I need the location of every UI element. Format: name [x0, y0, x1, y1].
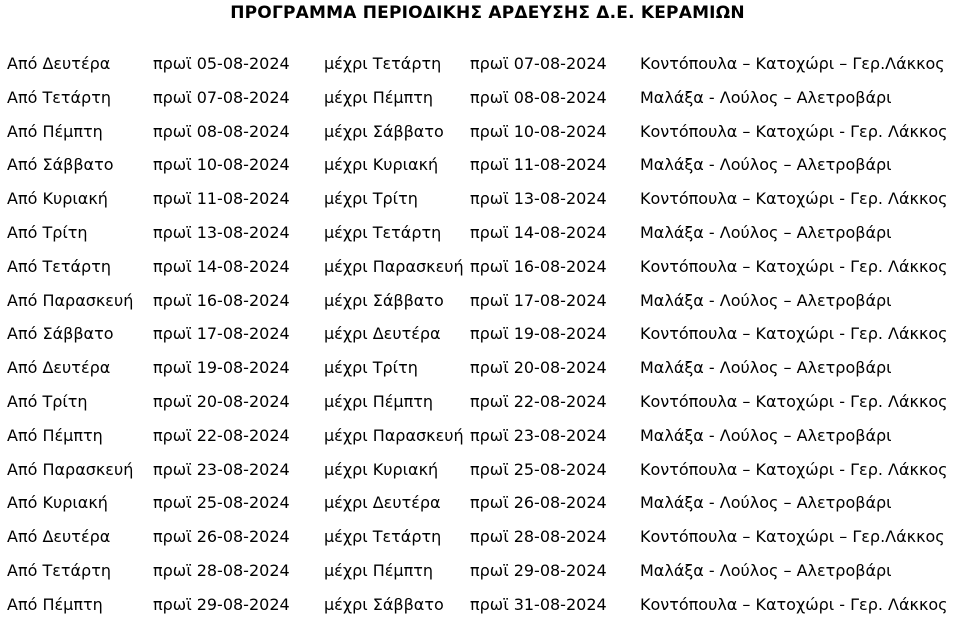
from-day: Από Κυριακή — [7, 493, 108, 513]
to-day: μέχρι Σάββατο — [324, 594, 444, 614]
from-date: πρωϊ 29-08-2024 — [153, 594, 290, 614]
to-date: πρωϊ 14-08-2024 — [470, 222, 607, 242]
from-day: Από Δευτέρα — [7, 527, 111, 547]
from-day: Από Σάββατο — [7, 155, 114, 175]
from-date: πρωϊ 08-08-2024 — [153, 121, 290, 141]
areas: Μαλάξα - Λούλος – Αλετροβάρι — [640, 155, 892, 175]
areas: Κοντόπουλα – Κατοχώρι - Γερ. Λάκκος — [640, 391, 948, 411]
to-date: πρωϊ 08-08-2024 — [470, 87, 607, 107]
to-day: μέχρι Παρασκευή — [324, 425, 464, 445]
from-day: Από Τετάρτη — [7, 560, 111, 580]
to-day: μέχρι Δευτέρα — [324, 324, 441, 344]
to-day: μέχρι Δευτέρα — [324, 493, 441, 513]
to-day: μέχρι Τετάρτη — [324, 527, 442, 547]
from-day: Από Κυριακή — [7, 189, 108, 209]
to-date: πρωϊ 07-08-2024 — [470, 54, 607, 73]
areas: Κοντόπουλα – Κατοχώρι - Γερ. Λάκκος — [640, 256, 948, 276]
from-day: Από Πέμπτη — [7, 425, 103, 445]
to-date: πρωϊ 13-08-2024 — [470, 189, 607, 209]
schedule-row — [0, 385, 975, 419]
to-date: πρωϊ 26-08-2024 — [470, 493, 607, 513]
schedule-row — [0, 351, 975, 385]
from-day: Από Σάββατο — [7, 324, 114, 344]
from-day: Από Πέμπτη — [7, 121, 103, 141]
from-date: πρωϊ 26-08-2024 — [153, 527, 290, 547]
schedule-row — [0, 47, 975, 81]
from-date: πρωϊ 17-08-2024 — [153, 324, 290, 344]
from-date: πρωϊ 20-08-2024 — [153, 391, 290, 411]
from-date: πρωϊ 05-08-2024 — [153, 54, 290, 73]
areas: Κοντόπουλα – Κατοχώρι – Γερ.Λάκκος — [640, 54, 945, 73]
schedule-row — [0, 486, 975, 520]
schedule-table — [0, 47, 975, 622]
to-day: μέχρι Τετάρτη — [324, 222, 442, 242]
to-day: μέχρι Σάββατο — [324, 290, 444, 310]
schedule-row — [0, 588, 975, 622]
schedule-row — [0, 148, 975, 182]
areas: Μαλάξα - Λούλος – Αλετροβάρι — [640, 560, 892, 580]
areas: Κοντόπουλα – Κατοχώρι - Γερ. Λάκκος — [640, 459, 948, 479]
to-date: πρωϊ 19-08-2024 — [470, 324, 607, 344]
to-date: πρωϊ 16-08-2024 — [470, 256, 607, 276]
from-date: πρωϊ 11-08-2024 — [153, 189, 290, 209]
to-day: μέχρι Παρασκευή — [324, 256, 464, 276]
to-day: μέχρι Σάββατο — [324, 121, 444, 141]
document-title: ΠΡΟΓΡΑΜΜΑ ΠΕΡΙΟΔΙΚΗΣ ΑΡΔΕΥΣΗΣ Δ.Ε. ΚΕΡΑΜΙΩΝ — [230, 3, 745, 23]
from-date: πρωϊ 07-08-2024 — [153, 87, 290, 107]
from-date: πρωϊ 28-08-2024 — [153, 560, 290, 580]
from-date: πρωϊ 16-08-2024 — [153, 290, 290, 310]
schedule-row — [0, 419, 975, 453]
to-day: μέχρι Τρίτη — [324, 358, 418, 378]
from-day: Από Τρίτη — [7, 391, 88, 411]
from-day: Από Δευτέρα — [7, 358, 111, 378]
to-date: πρωϊ 11-08-2024 — [470, 155, 607, 175]
to-day: μέχρι Κυριακή — [324, 459, 439, 479]
schedule-row — [0, 250, 975, 284]
areas: Μαλάξα - Λούλος – Αλετροβάρι — [640, 425, 892, 445]
schedule-row — [0, 216, 975, 250]
areas: Μαλάξα - Λούλος – Αλετροβάρι — [640, 493, 892, 513]
schedule-row — [0, 317, 975, 351]
schedule-row — [0, 284, 975, 318]
from-day: Από Τετάρτη — [7, 256, 111, 276]
areas: Μαλάξα - Λούλος – Αλετροβάρι — [640, 87, 892, 107]
to-date: πρωϊ 22-08-2024 — [470, 391, 607, 411]
to-date: πρωϊ 20-08-2024 — [470, 358, 607, 378]
to-day: μέχρι Τρίτη — [324, 189, 418, 209]
to-date: πρωϊ 17-08-2024 — [470, 290, 607, 310]
to-day: μέχρι Κυριακή — [324, 155, 439, 175]
to-date: πρωϊ 23-08-2024 — [470, 425, 607, 445]
to-day: μέχρι Πέμπτη — [324, 391, 433, 411]
from-day: Από Πέμπτη — [7, 594, 103, 614]
from-day: Από Δευτέρα — [7, 54, 111, 73]
schedule-row — [0, 182, 975, 216]
to-day: μέχρι Πέμπτη — [324, 560, 433, 580]
to-date: πρωϊ 10-08-2024 — [470, 121, 607, 141]
schedule-row — [0, 115, 975, 149]
areas: Μαλάξα - Λούλος – Αλετροβάρι — [640, 290, 892, 310]
areas: Μαλάξα - Λούλος – Αλετροβάρι — [640, 222, 892, 242]
from-day: Από Τετάρτη — [7, 87, 111, 107]
from-date: πρωϊ 23-08-2024 — [153, 459, 290, 479]
from-date: πρωϊ 13-08-2024 — [153, 222, 290, 242]
areas: Κοντόπουλα – Κατοχώρι – Γερ.Λάκκος — [640, 527, 945, 547]
schedule-row — [0, 453, 975, 487]
to-date: πρωϊ 29-08-2024 — [470, 560, 607, 580]
areas: Κοντόπουλα – Κατοχώρι - Γερ. Λάκκος — [640, 324, 948, 344]
schedule-row — [0, 520, 975, 554]
areas: Μαλάξα - Λούλος – Αλετροβάρι — [640, 358, 892, 378]
from-date: πρωϊ 10-08-2024 — [153, 155, 290, 175]
to-date: πρωϊ 28-08-2024 — [470, 527, 607, 547]
from-day: Από Παρασκευή — [7, 459, 134, 479]
areas: Κοντόπουλα – Κατοχώρι - Γερ. Λάκκος — [640, 121, 948, 141]
from-day: Από Παρασκευή — [7, 290, 134, 310]
from-date: πρωϊ 22-08-2024 — [153, 425, 290, 445]
to-day: μέχρι Πέμπτη — [324, 87, 433, 107]
to-date: πρωϊ 31-08-2024 — [470, 594, 607, 614]
from-day: Από Τρίτη — [7, 222, 88, 242]
from-date: πρωϊ 25-08-2024 — [153, 493, 290, 513]
from-date: πρωϊ 14-08-2024 — [153, 256, 290, 276]
to-date: πρωϊ 25-08-2024 — [470, 459, 607, 479]
to-day: μέχρι Τετάρτη — [324, 54, 442, 73]
schedule-row — [0, 554, 975, 588]
areas: Κοντόπουλα – Κατοχώρι - Γερ. Λάκκος — [640, 189, 948, 209]
schedule-row — [0, 81, 975, 115]
from-date: πρωϊ 19-08-2024 — [153, 358, 290, 378]
areas: Κοντόπουλα – Κατοχώρι - Γερ. Λάκκος — [640, 594, 948, 614]
